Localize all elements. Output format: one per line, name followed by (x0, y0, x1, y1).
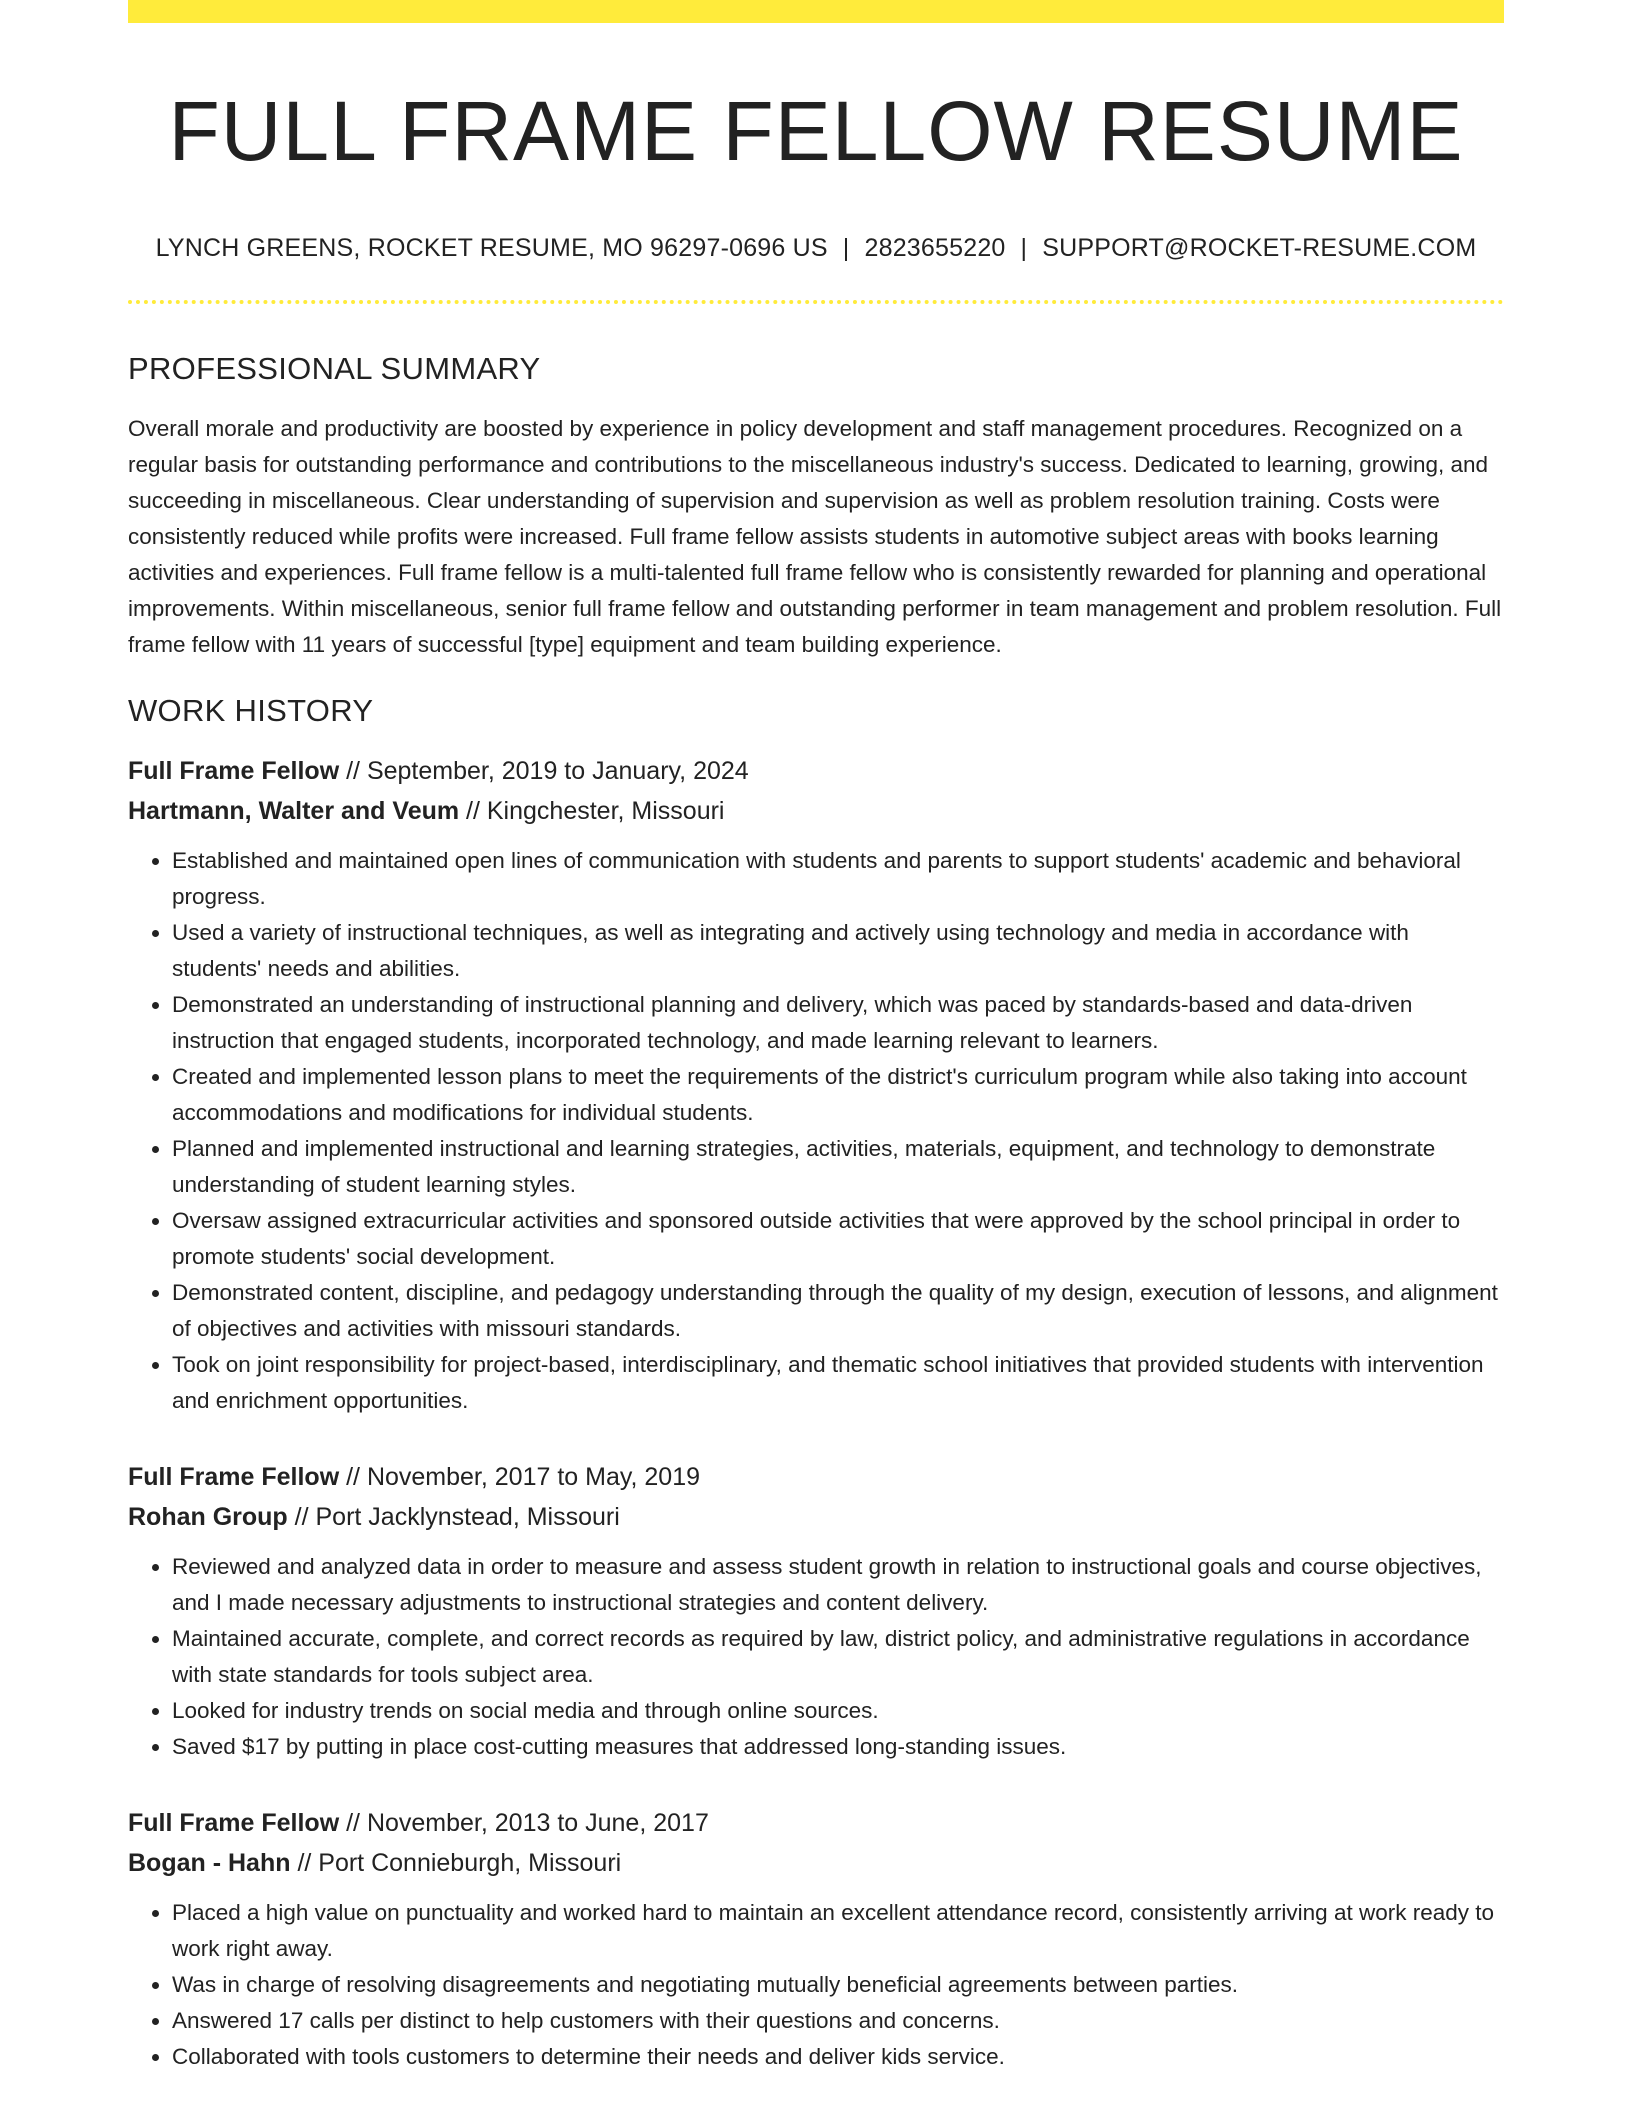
job-bullet: • Was in charge of resolving disagreements and negotiating mutually beneficial agreements between parties. (172, 1967, 1504, 2003)
job-bullet: • Oversaw assigned extracurricular activities and sponsored outside activities that were approved by the school principal in order to promote students' social development. (172, 1203, 1504, 1275)
job-bullet: • Maintained accurate, complete, and correct records as required by law, district policy, and administrative regulations in accordance with state standards for tools subject area. (172, 1621, 1504, 1693)
top-accent-bar (128, 0, 1504, 23)
resume-title: FULL FRAME FELLOW RESUME (168, 84, 1464, 178)
job-title: Full Frame Fellow (128, 1462, 340, 1491)
job-bullet: • Took on joint responsibility for project-based, interdisciplinary, and thematic school initiatives that provided students with intervention and enrichment opportunities. (172, 1347, 1504, 1419)
job-company-line (128, 1843, 1504, 1883)
contact-separator: | (1020, 233, 1028, 262)
job-dates: // November, 2017 to May, 2019 (339, 1462, 701, 1491)
job-title-line (128, 1457, 1504, 1497)
job-bullet: • Used a variety of instructional techniques, as well as integrating and actively using technology and media in accordance with students' needs and abilities. (172, 915, 1504, 987)
job-bullet: • Answered 17 calls per distinct to help customers with their questions and concerns. (172, 2003, 1504, 2039)
job-bullet: • Reviewed and analyzed data in order to measure and assess student growth in relation to instructional goals and course objectives, and I made necessary adjustments to instructional strategies and content delivery. (172, 1549, 1504, 1621)
job-company: Bogan - Hahn (128, 1848, 291, 1877)
job-bullet: • Placed a high value on punctuality and worked hard to maintain an excellent attendance record, consistently arriving at work ready to work right away. (172, 1895, 1504, 1967)
job-title-line (128, 751, 1504, 791)
job-entry (128, 751, 1504, 1419)
job-bullet-list (128, 1895, 1504, 2075)
contact-line (128, 234, 1504, 263)
job-bullet: • Demonstrated content, discipline, and pedagogy understanding through the quality of my design, execution of lessons, and alignment of objectives and activities with missouri standards. (172, 1275, 1504, 1347)
resume-page (128, 0, 1504, 2075)
job-entry (128, 1803, 1504, 2075)
job-bullet: • Created and implemented lesson plans to meet the requirements of the district's curriculum program while also taking into account accommodations and modifications for individual students. (172, 1059, 1504, 1131)
contact-address: LYNCH GREENS, ROCKET RESUME, MO 96297-0696 US (155, 233, 828, 262)
contact-separator: | (842, 233, 850, 262)
job-title: Full Frame Fellow (128, 1808, 340, 1837)
job-company-line (128, 1497, 1504, 1537)
job-location: // Port Connieburgh, Missouri (290, 1848, 622, 1877)
work-history-heading: WORK HISTORY (128, 692, 374, 728)
job-bullet: • Established and maintained open lines of communication with students and parents to support students' academic and behavioral progress. (172, 843, 1504, 915)
job-company-line (128, 791, 1504, 831)
job-bullet: • Planned and implemented instructional and learning strategies, activities, materials, equipment, and technology to demonstrate understanding of student learning styles. (172, 1131, 1504, 1203)
job-dates: // September, 2019 to January, 2024 (339, 756, 749, 785)
job-location: // Kingchester, Missouri (459, 796, 725, 825)
job-title: Full Frame Fellow (128, 756, 340, 785)
dotted-divider (128, 300, 1504, 304)
job-entry (128, 1457, 1504, 1765)
job-bullet: • Looked for industry trends on social media and through online sources. (172, 1693, 1504, 1729)
contact-email: SUPPORT@ROCKET-RESUME.COM (1042, 233, 1477, 262)
summary-text: Overall morale and productivity are boosted by experience in policy development and staff management procedures. Recognized on a regular basis for outstanding performance and contributions to the miscellaneous industry's success. Dedicated to learning, growing, and succeeding in miscellaneous. Clear understanding of supervision and supervision as well as problem resolution training. Costs were consistently reduced while profits were increased. Full frame fellow assists students in automotive subject areas with books learning activities and experiences. Full frame fellow is a multi-talented full frame fellow who is consistently rewarded for planning and operational improvements. Within miscellaneous, senior full frame fellow and outstanding performer in team management and problem resolution. Full frame fellow with 11 years of successful [type] equipment and team building experience. (128, 415, 1502, 657)
job-company: Hartmann, Walter and Veum (128, 796, 460, 825)
job-bullet-list (128, 843, 1504, 1419)
job-bullet: • Demonstrated an understanding of instructional planning and delivery, which was paced by standards-based and data-driven instruction that engaged students, incorporated technology, and made learning relevant to learners. (172, 987, 1504, 1059)
job-location: // Port Jacklynstead, Missouri (287, 1502, 620, 1531)
job-title-line (128, 1803, 1504, 1843)
job-dates: // November, 2013 to June, 2017 (339, 1808, 709, 1837)
job-bullet: • Collaborated with tools customers to determine their needs and deliver kids service. (172, 2039, 1504, 2075)
summary-heading: PROFESSIONAL SUMMARY (128, 350, 541, 386)
job-bullet: • Saved $17 by putting in place cost-cutting measures that addressed long-standing issues. (172, 1729, 1504, 1765)
job-bullet-list (128, 1549, 1504, 1765)
job-company: Rohan Group (128, 1502, 288, 1531)
contact-phone: 2823655220 (864, 233, 1006, 262)
